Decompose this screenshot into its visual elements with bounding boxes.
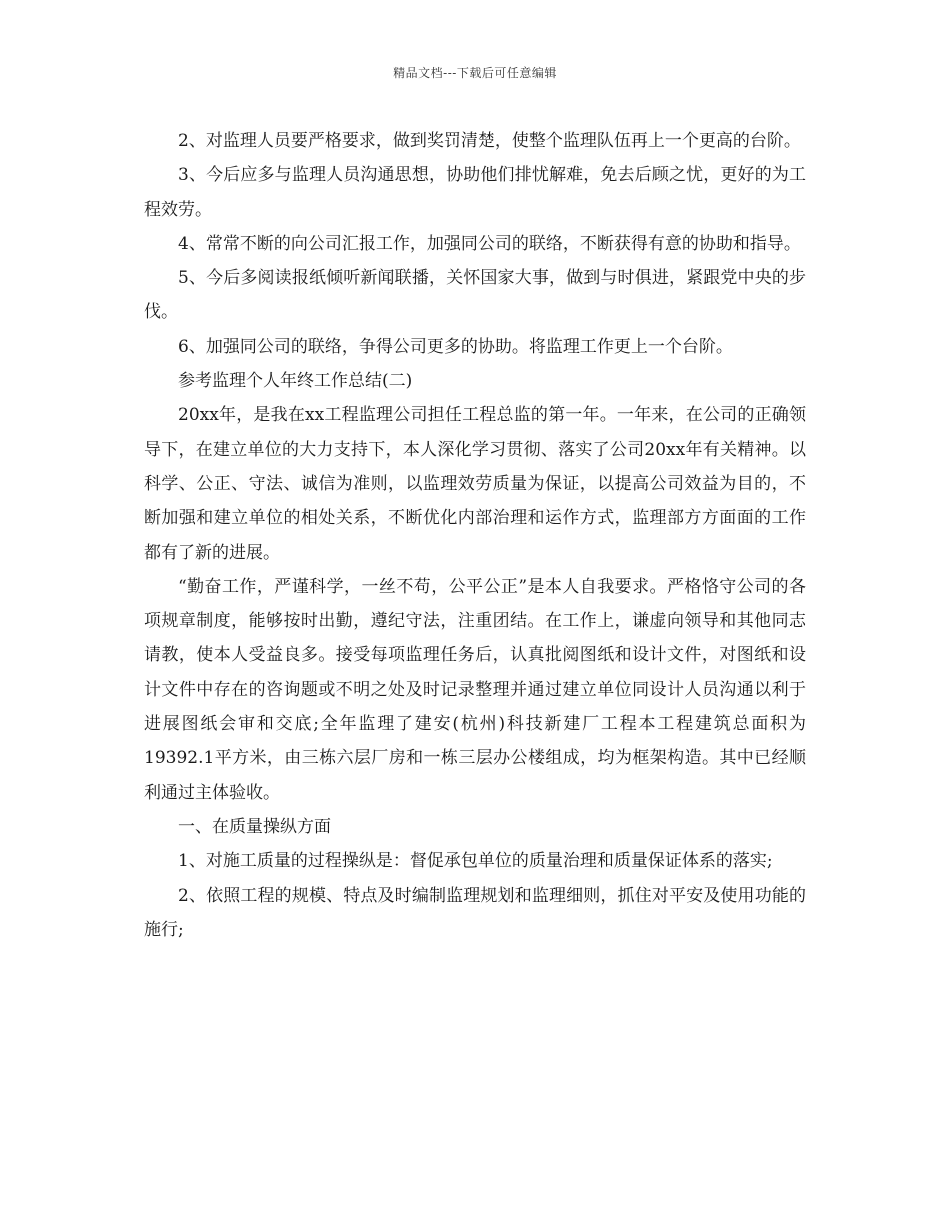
paragraph: 2、对监理人员要严格要求，做到奖罚清楚，使整个监理队伍再上一个更高的台阶。 <box>178 131 801 151</box>
page-header: 精品文档---下载后可任意编辑 <box>393 66 557 80</box>
paragraph: 1、对施工质量的过程操纵是：督促承包单位的质量治理和质量保证体系的落实; <box>178 851 773 872</box>
section-title: 参考监理个人年终工作总结(二) <box>178 371 413 392</box>
paragraph: 3、今后应多与监理人员沟通思想，协助他们排忧解难，免去后顾之忧，更好的为工程效劳。 <box>144 165 806 220</box>
section-heading: 一、在质量操纵方面 <box>178 816 331 837</box>
paragraph: 20xx年，是我在xx工程监理公司担任工程总监的第一年。一年来，在公司的正确领导下，在建立单位的大力支持下，本人深化学习贯彻、落实了公司20xx年有关精神。以科学、公正、守法、诚信为准则，以监理效劳质量为保证，以提高公司效益为目的，不断加强和建立单位的相处关系，不断优化内部治理和运作方式，监理部方方面面的工作都有了新的进展。 <box>144 405 806 563</box>
paragraph: 2、依照工程的规模、特点及时编制监理规划和监理细则，抓住对平安及使用功能的施行; <box>144 885 806 940</box>
paragraph: 6、加强同公司的联络，争得公司更多的协助。将监理工作更上一个台阶。 <box>178 336 733 357</box>
paragraph: “勤奋工作，严谨科学，一丝不苟，公平公正”是本人自我要求。严格恪守公司的各项规章制度，能够按时出勤，遵纪守法，注重团结。在工作上，谦虚向领导和其他同志请教，使本人受益良多。接受每项监理任务后，认真批阅图纸和设计文件，对图纸和设计文件中存在的咨询题或不明之处及时记录整理并通过建立单位同设计人员沟通以利于进展图纸会审和交底;全年监理了建安(杭州)科技新建厂工程本工程建筑总面积为19392.1平方米，由三栋六层厂房和一栋三层办公楼组成，均为框架构造。其中已经顺利通过主体验收。 <box>144 576 806 803</box>
paragraph: 4、常常不断的向公司汇报工作，加强同公司的联络，不断获得有意的协助和指导。 <box>178 233 801 254</box>
paragraph: 5、今后多阅读报纸倾听新闻联播，关怀国家大事，做到与时俱进，紧跟党中央的步伐。 <box>144 268 806 323</box>
document-body <box>144 124 806 947</box>
